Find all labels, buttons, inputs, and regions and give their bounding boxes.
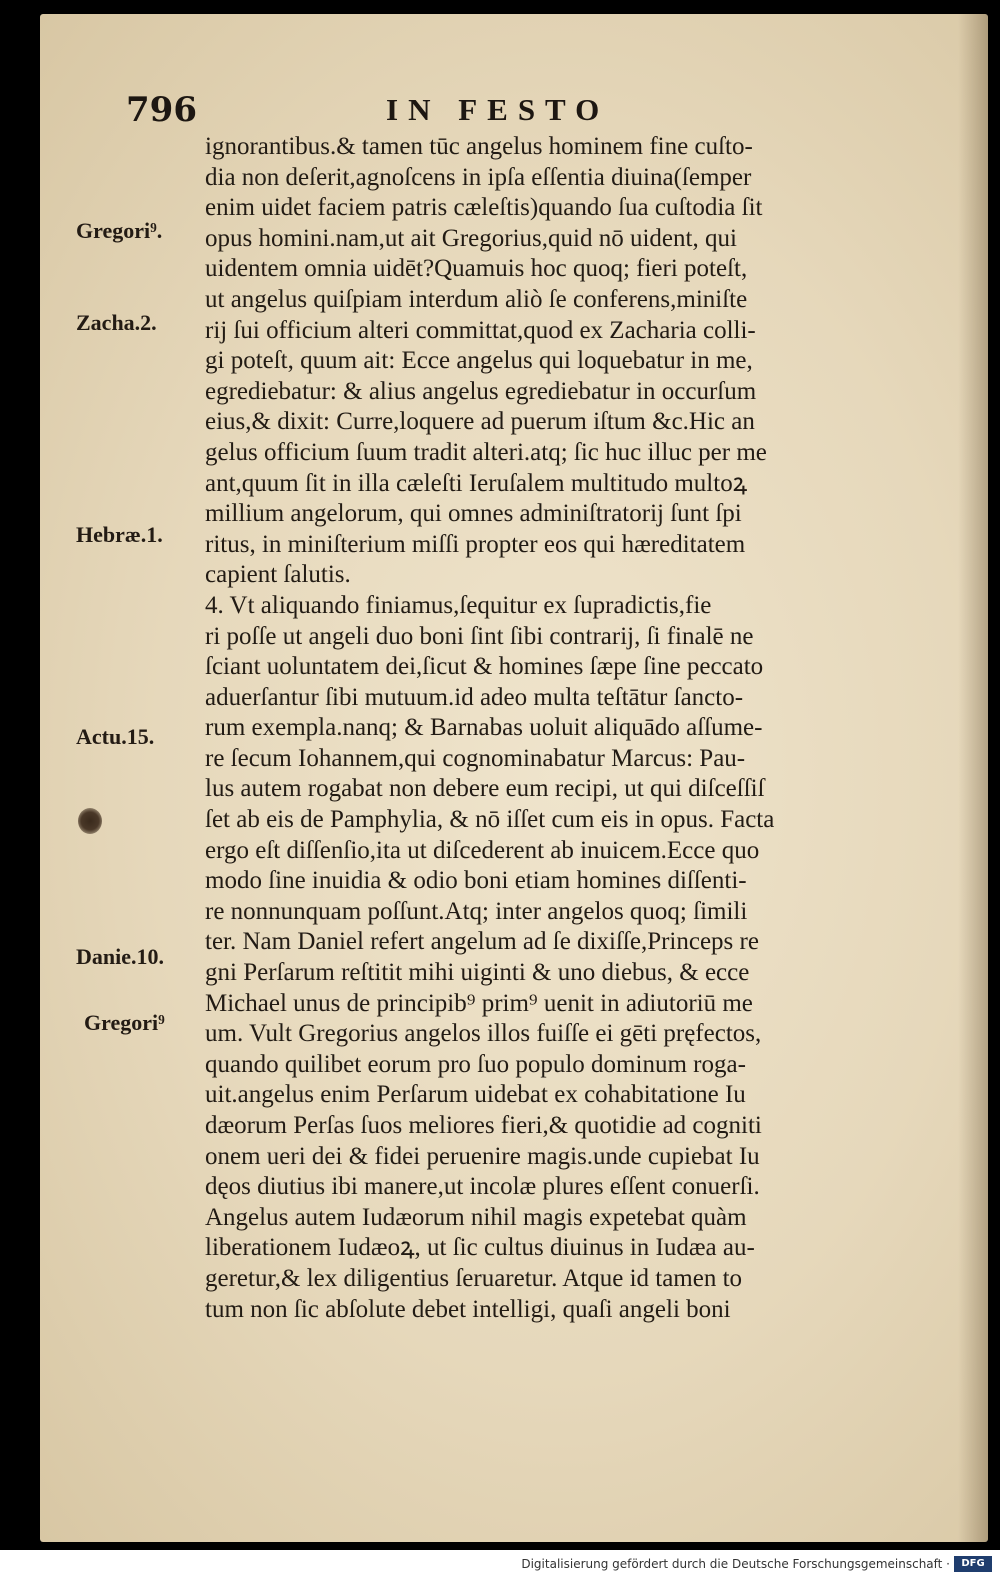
text-line: ignorantibus.& tamen tūc angelus hominem fine cuſto- [205, 133, 753, 160]
text-line: ritus, in miniſterium miſſi propter eos qui hæreditatem [205, 530, 746, 558]
text-line: onem ueri dei & fidei peruenire magis.unde cupiebat Iu [205, 1142, 760, 1170]
funding-credit: Digitalisierung gefördert durch die Deutsche Forschungsgemeinschaft · [521, 1557, 950, 1571]
text-line: re ſecum Iohannem,qui cognominabatur Marcus: Pau- [205, 744, 746, 772]
margin-note-hebrae: Hebræ.1. [76, 522, 163, 547]
text-line: modo ſine inuidia & odio boni etiam homines diſſenti- [205, 867, 747, 895]
book-page [40, 14, 988, 1542]
text-line: ter. Nam Daniel refert angelum ad ſe dixiſſe,Princeps re [205, 928, 759, 956]
text-line: um. Vult Gregorius angelos illos fuiſſe ei gēti pręfectos, [205, 1020, 762, 1048]
text-line: quando quilibet eorum pro ſuo populo dominum roga- [205, 1050, 746, 1078]
text-line: ant,quum ſit in illa cæleſti Ieruſalem multitudo multoꝝ [205, 469, 748, 497]
margin-note-gregorius-2: Gregori⁹ [84, 1010, 165, 1035]
dfg-logo: DFG [954, 1556, 992, 1572]
text-line: capient ſalutis. [205, 561, 351, 589]
text-line: enim uidet faciem patris cæleſtis)quando ſua cuſtodia ſit [205, 194, 763, 222]
text-line: egrediebatur: & alius angelus egrediebatur in occurſum [205, 377, 757, 405]
text-line: tum non ſic abſolute debet intelligi, quaſi angeli boni [205, 1295, 731, 1323]
text-line: millium angelorum, qui omnes adminiſtratorij ſunt ſpi [205, 500, 742, 528]
running-head: IN FESTO [386, 92, 610, 127]
text-line: ſet ab eis de Pamphylia, & nō iſſet cum eis in opus. Facta [205, 806, 775, 834]
text-line: 4. Vt aliquando finiamus,ſequitur ex ſupradictis,fie [205, 591, 712, 619]
text-line: Angelus autem Iudæorum nihil magis expetebat quàm [205, 1203, 747, 1231]
margin-note-actu: Actu.15. [76, 724, 155, 749]
text-line: gelus officium ſuum tradit alteri.atq; ſic huc illuc per me [205, 438, 767, 466]
text-line: liberationem Iudæoꝝ, ut ſic cultus diuinus in Iudæa au- [205, 1234, 755, 1262]
text-line: Michael unus de principib⁹ prim⁹ uenit in adiutoriū me [205, 989, 753, 1017]
margin-note-gregorius: Gregori⁹. [76, 218, 163, 243]
text-line: re nonnunquam poſſunt.Atq; inter angelos quoq; ſimili [205, 897, 748, 925]
text-line: dia non deſerit,agnoſcens in ipſa eſſentia diuina(ſemper [205, 163, 752, 191]
text-line: gni Perſarum reſtitit mihi uiginti & uno diebus, & ecce [205, 959, 750, 987]
page-number: 796 [126, 90, 197, 130]
main-text-block [205, 132, 905, 1325]
text-line: aduerſantur ſibi mutuum.id adeo multa teſtātur ſancto- [205, 683, 744, 711]
text-line: uit.angelus enim Perſarum uidebat ex cohabitatione Iu [205, 1081, 746, 1109]
margin-note-zacharia: Zacha.2. [76, 310, 157, 335]
text-line: rum exempla.nanq; & Barnabas uoluit aliquādo aſſume- [205, 714, 763, 742]
text-line: lus autem rogabat non debere eum recipi, ut qui diſceſſiſ [205, 775, 765, 803]
text-line: ergo eſt diſſenſio,ita ut diſcederent ab inuicem.Ecce quo [205, 836, 760, 864]
margin-note-daniel: Danie.10. [76, 944, 164, 969]
text-line: uidentem omnia uidēt?Quamuis hoc quoq; fieri poteſt, [205, 255, 748, 283]
text-line: opus homini.nam,ut ait Gregorius,quid nō uident, qui [205, 224, 737, 252]
text-line: eius,& dixit: Curre,loquere ad puerum iſtum &c.Hic an [205, 408, 755, 436]
text-line: ut angelus quiſpiam interdum aliò ſe conferens,miniſte [205, 285, 748, 313]
text-line: ſciant uoluntatem dei,ſicut & homines ſæpe ſine peccato [205, 653, 764, 681]
text-line: ri poſſe ut angeli duo boni ſint ſibi contrarij, ſi finalē ne [205, 622, 754, 650]
page-edge-shadow [958, 14, 988, 1542]
ink-stain [78, 808, 102, 834]
text-line: geretur,& lex diligentius ſeruaretur. Atque id tamen to [205, 1264, 743, 1292]
text-line: dæorum Perſas ſuos meliores fieri,& quotidie ad cogniti [205, 1112, 762, 1139]
text-line: rij ſui officium alteri committat,quod ex Zacharia colli- [205, 316, 756, 344]
text-line: gi poteſt, quum ait: Ecce angelus qui loquebatur in me, [205, 347, 753, 375]
text-line: dęos diutius ibi manere,ut incolæ plures eſſent conuerſi. [205, 1173, 760, 1201]
